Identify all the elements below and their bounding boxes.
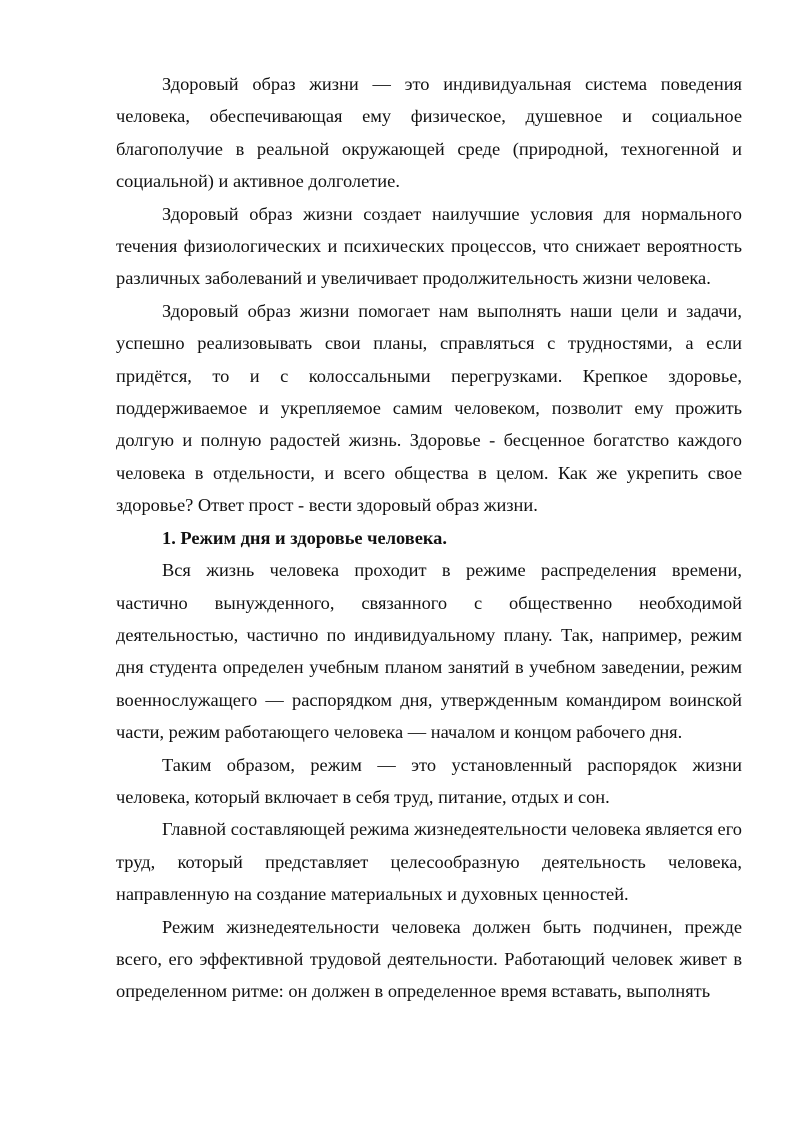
paragraph-benefits: Здоровый образ жизни помогает нам выполнять наши цели и задачи, успешно реализовывать свои планы, справляться с трудностями, а если придётся, то и с колоссальными перегрузками. Крепкое здоровье, поддерживаемое и укрепляемое самим человеком, позволит ему прожить долгую и полную радостей жизнь. Здоровье - бесценное богатство каждого человека в отдельности, и всего общества в целом. Как же укрепить свое здоровье? Ответ прост - вести здоровый образ жизни. — [116, 300, 742, 516]
paragraph-daily-regime: Вся жизнь человека проходит в режиме распределения времени, частично вынужденного, связанного с общественно необходимой деятельностью, частично по индивидуальному плану. Так, например, режим дня студента определен учебным планом занятий в учебном заведении, режим военнослужащего — распорядком дня, утвержденным командиром воинской части, режим работающего человека — началом и концом рабочего дня. — [116, 560, 742, 743]
paragraph-work-rhythm: Режим жизнедеятельности человека должен быть подчинен, прежде всего, его эффективной трудовой деятельности. Работающий человек живет в определенном ритме: он должен в определенное время вставать, выполнять — [116, 916, 742, 1002]
paragraph-definition: Здоровый образ жизни — это индивидуальная система поведения человека, обеспечивающая ему физическое, душевное и социальное благополучие в реальной окружающей среде (природной, техногенной и социальной) и активное долголетие. — [116, 74, 742, 192]
paragraph-regime-definition: Таким образом, режим — это установленный распорядок жизни человека, который включает в себя труд, питание, отдых и сон. — [116, 754, 742, 807]
document-page — [116, 68, 742, 1008]
paragraph-conditions: Здоровый образ жизни создает наилучшие условия для нормального течения физиологических и психических процессов, что снижает вероятность различных заболеваний и увеличивает продолжительность жизни человека. — [116, 203, 742, 289]
section-heading: 1. Режим дня и здоровье человека. — [162, 527, 447, 548]
paragraph-labor: Главной составляющей режима жизнедеятельности человека является его труд, который представляет целесообразную деятельность человека, направленную на создание материальных и духовных ценностей. — [116, 819, 742, 905]
